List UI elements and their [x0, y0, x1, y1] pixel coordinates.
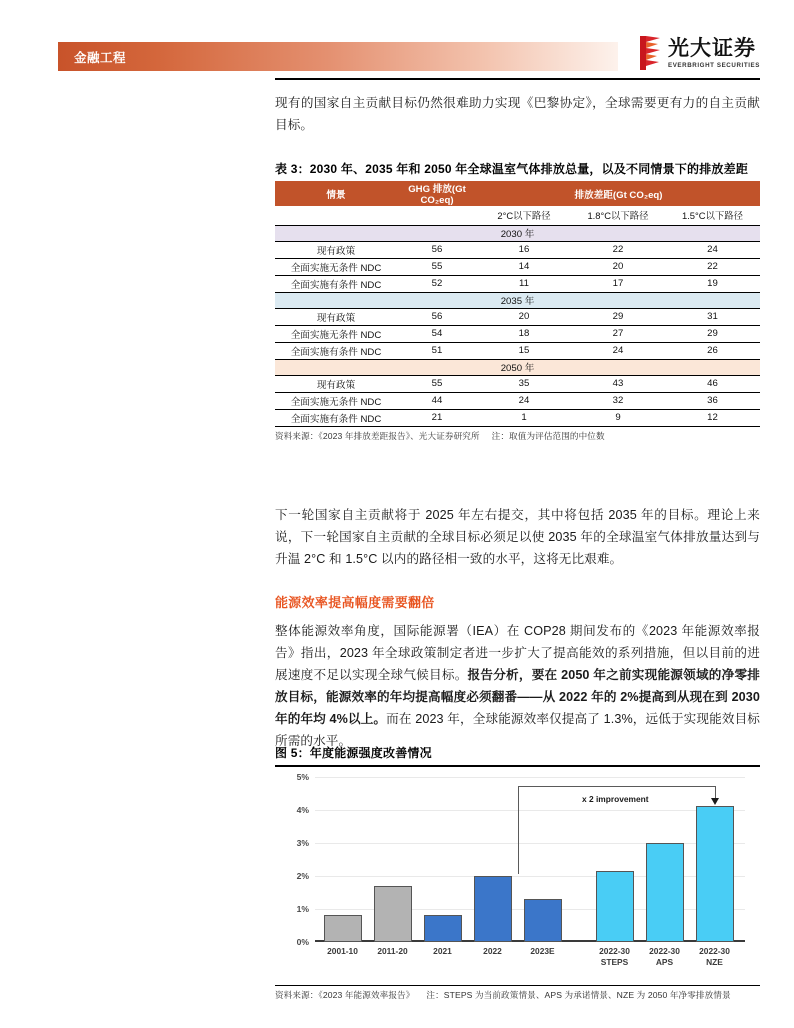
table-row: [275, 241, 760, 258]
cell-gap-18c: 32: [571, 392, 665, 409]
cell-scenario: 全面实施有条件 NDC: [275, 342, 397, 359]
cell-gap-18c: 9: [571, 409, 665, 426]
table-row: [275, 325, 760, 342]
page-header: [0, 0, 794, 92]
cell-scenario: 全面实施无条件 NDC: [275, 325, 397, 342]
cell-scenario: 全面实施有条件 NDC: [275, 275, 397, 292]
x-axis-tick-label: STEPS: [600, 956, 629, 967]
x-axis-label-group: [681, 946, 749, 968]
cell-gap-2c: 15: [477, 342, 571, 359]
cell-scenario: 全面实施有条件 NDC: [275, 409, 397, 426]
y-axis-tick-label: 5%: [296, 771, 309, 782]
table3-group-header-2030: [275, 225, 760, 241]
section-heading: 能源效率提高幅度需要翻倍: [275, 595, 435, 610]
table3-block: [275, 160, 760, 442]
figure5-source: 资料来源：《2023 年能源效率报告》: [275, 990, 415, 1001]
bar-2022-30-NZE: [696, 806, 734, 941]
cell-gap-18c: 27: [571, 325, 665, 342]
cell-gap-2c: 11: [477, 275, 571, 292]
cell-gap-15c: 26: [665, 342, 760, 359]
x-axis-tick-label: 2022-30: [649, 945, 680, 956]
cell-ghg: 21: [397, 409, 477, 426]
cell-gap-2c: 18: [477, 325, 571, 342]
table3-note: 注：取值为评估范围的中位数: [491, 430, 605, 441]
cell-scenario: 现有政策: [275, 375, 397, 392]
cell-gap-18c: 24: [571, 342, 665, 359]
group-label-2030: 2030 年: [275, 225, 760, 241]
cell-ghg: 55: [397, 258, 477, 275]
x-axis-tick-label: 2001-10: [327, 945, 358, 956]
figure5-source-note: [275, 986, 760, 1001]
cell-gap-15c: 22: [665, 258, 760, 275]
x-axis-tick-label: 2022: [483, 945, 502, 956]
cell-ghg: 52: [397, 275, 477, 292]
bar-2022-30-STEPS: [596, 871, 634, 942]
paragraph-3-part-c: 而在 2023 年，全球能源效率仅提高了 1.3%，远低于实现能效目标所需的水平。: [275, 712, 761, 748]
cell-ghg: 55: [397, 375, 477, 392]
cell-scenario: 全面实施无条件 NDC: [275, 392, 397, 409]
paragraph-3-part-b-bold: 报告分析，要在 2050 年之前实现能源领域的净零排放目标，能源效率的年均提高幅度必须翻番——从 2022 年的 2%提高到从现在到 2030 年的年均 4%以上。: [275, 668, 760, 726]
x-axis-tick-label: APS: [655, 956, 674, 967]
logo-text-english: EVERBRIGHT SECURITIES: [667, 61, 760, 69]
y-axis-tick-label: 1%: [296, 903, 309, 914]
col-header-scenario: 情景: [275, 181, 397, 206]
logo-text-chinese: 光大证券: [667, 36, 756, 60]
table3-header-row-top: [275, 181, 760, 206]
cell-ghg: 56: [397, 241, 477, 258]
col-subheader-blank-1: [275, 206, 397, 225]
y-axis-tick-label: 0%: [296, 936, 309, 947]
y-axis-tick-label: 4%: [296, 804, 309, 815]
gridline: [315, 810, 745, 811]
y-axis-tick-label: 3%: [296, 837, 309, 848]
x-axis-tick-label: 2011-20: [377, 945, 408, 956]
paragraph-2-block: [275, 504, 760, 570]
cell-scenario: 现有政策: [275, 308, 397, 325]
x-axis-label-group: [509, 946, 577, 957]
x-axis-tick-label: 2022-30: [599, 945, 630, 956]
table3-source-note: [275, 427, 760, 442]
cell-gap-2c: 35: [477, 375, 571, 392]
table-row: [275, 308, 760, 325]
annotation-label: x 2 improvement: [582, 793, 649, 804]
cell-gap-15c: 36: [665, 392, 760, 409]
bar-2011-20: [374, 886, 412, 942]
cell-ghg: 51: [397, 342, 477, 359]
paragraph-3-block: [275, 620, 760, 752]
cell-gap-15c: 31: [665, 308, 760, 325]
paragraph-1: 现有的国家自主贡献目标仍然很难助力实现《巴黎协定》，全球需要更有力的自主贡献目标。: [275, 96, 760, 132]
cell-gap-15c: 46: [665, 375, 760, 392]
x-axis-tick-label: 2021: [433, 945, 452, 956]
cell-gap-2c: 16: [477, 241, 571, 258]
everbright-logo-icon: [640, 36, 660, 70]
cell-gap-18c: 17: [571, 275, 665, 292]
header-color-band: [58, 42, 618, 71]
company-logo: [640, 36, 760, 70]
y-axis-tick-label: 2%: [296, 870, 309, 881]
cell-gap-18c: 20: [571, 258, 665, 275]
figure5-block: [275, 744, 760, 1001]
cell-gap-2c: 1: [477, 409, 571, 426]
chart-plot-area: [296, 771, 745, 967]
cell-gap-15c: 24: [665, 241, 760, 258]
table-row: [275, 392, 760, 409]
bar-2021: [424, 915, 462, 941]
figure5-note: 注：STEPS 为当前政策情景、APS 为承诺情景、NZE 为 2050 年净零排放情景: [426, 990, 731, 1001]
bar-2022: [474, 876, 512, 942]
table3: [275, 181, 760, 427]
col-header-gap: 排放差距(Gt CO₂eq): [477, 181, 760, 206]
table-row: [275, 342, 760, 359]
paragraph-3-part-a: 整体能源效率角度，国际能源署（IEA）在 COP28 期间发布的《2023 年能源效率报告》指出，2023 年全球政策制定者进一步扩大了提高能效的系列措施，但以目前的进展速度不足以实现全球气候目标。: [275, 624, 760, 682]
group-label-2050: 2050 年: [275, 359, 760, 375]
table3-group-header-2035: [275, 292, 760, 308]
figure5-title: 图 5：年度能源强度改善情况: [275, 746, 432, 760]
col-subheader-2c: 2°C以下路径: [477, 206, 571, 225]
x-axis-tick-label: 2022-30: [699, 945, 730, 956]
paragraph-3: [275, 620, 760, 752]
bar-2001-10: [324, 915, 362, 941]
cell-gap-2c: 20: [477, 308, 571, 325]
x-axis-tick-label: NZE: [706, 956, 723, 967]
cell-gap-15c: 12: [665, 409, 760, 426]
cell-gap-2c: 24: [477, 392, 571, 409]
figure5-chart: [275, 767, 760, 985]
cell-gap-15c: 19: [665, 275, 760, 292]
group-label-2035: 2035 年: [275, 292, 760, 308]
cell-gap-18c: 22: [571, 241, 665, 258]
table3-title: 表 3：2030 年、2035 年和 2050 年全球温室气体排放总量，以及不同情景下的排放差距: [275, 162, 749, 176]
section-energy-efficiency: [275, 592, 760, 611]
cell-gap-15c: 29: [665, 325, 760, 342]
bar-2023E: [524, 899, 562, 942]
table3-source: 资料来源：《2023 年排放差距报告》、光大证券研究所: [275, 430, 480, 441]
cell-scenario: 现有政策: [275, 241, 397, 258]
cell-gap-2c: 14: [477, 258, 571, 275]
gridline: [315, 777, 745, 778]
col-subheader-blank-2: [397, 206, 477, 225]
cell-ghg: 44: [397, 392, 477, 409]
table-row: [275, 375, 760, 392]
annotation-bracket-top: [518, 786, 715, 787]
cell-gap-18c: 43: [571, 375, 665, 392]
table-row: [275, 258, 760, 275]
annotation-arrow-icon: [711, 798, 719, 805]
col-subheader-15c: 1.5°C以下路径: [665, 206, 760, 225]
cell-gap-18c: 29: [571, 308, 665, 325]
table3-group-header-2050: [275, 359, 760, 375]
cell-ghg: 54: [397, 325, 477, 342]
col-header-ghg: GHG 排放(Gt CO₂eq): [397, 181, 477, 206]
table-row: [275, 275, 760, 292]
header-section-label: 金融工程: [74, 51, 127, 65]
paragraph-2: 下一轮国家自主贡献将于 2025 年左右提交，其中将包括 2035 年的目标。理论上来说，下一轮国家自主贡献的全球目标必须足以使 2035 年的全球温室气体排放量达到与升温 2°C 和 1.5°C 以内的路径相一致的水平，这将无比艰难。: [275, 508, 760, 566]
cell-scenario: 全面实施无条件 NDC: [275, 258, 397, 275]
cell-ghg: 56: [397, 308, 477, 325]
intro-paragraph-block: [275, 92, 760, 136]
header-divider: [275, 78, 760, 80]
table3-header-row-sub: [275, 206, 760, 225]
bar-2022-30-APS: [646, 843, 684, 942]
col-subheader-18c: 1.8°C以下路径: [571, 206, 665, 225]
annotation-bracket-left: [518, 786, 519, 874]
table-row: [275, 409, 760, 426]
x-axis-tick-label: 2023E: [530, 945, 555, 956]
